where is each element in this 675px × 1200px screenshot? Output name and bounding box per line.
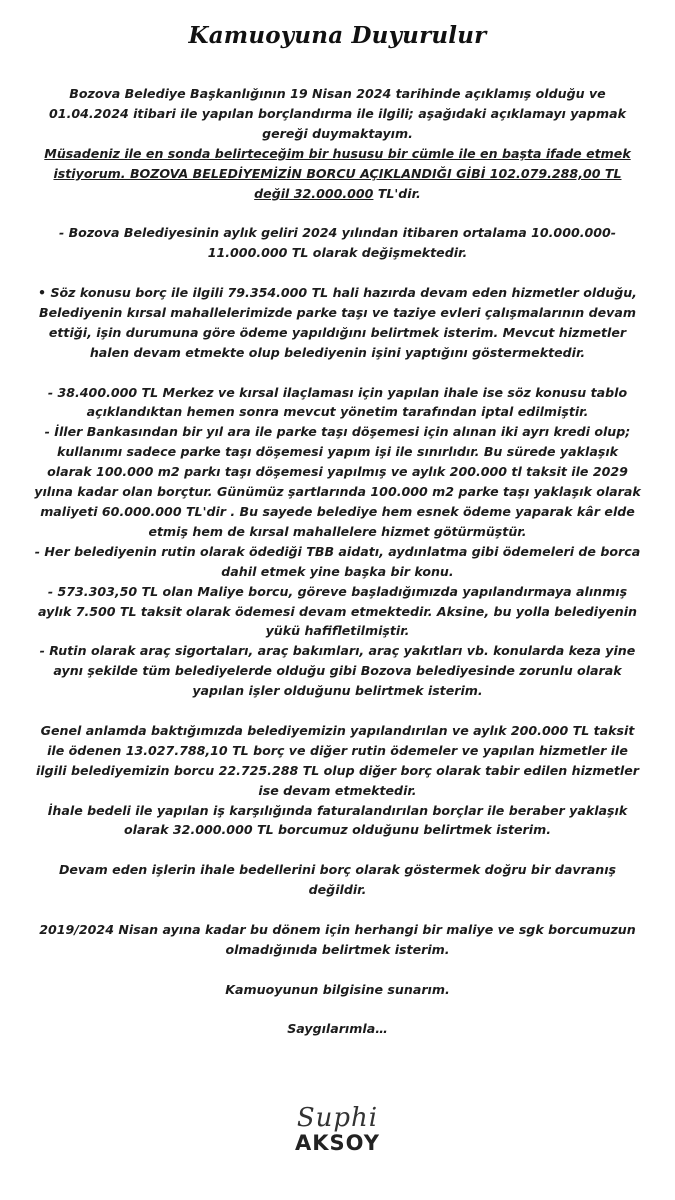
statement-tail: TL'dir. — [373, 185, 421, 201]
signature-script-name: Suphi — [296, 1103, 379, 1133]
debt-paragraph: • Söz konusu borç ile ilgili 79.354.000 TL hali hazırda devam eden hizmetler olduğu, Belediyenin kırsal mahallelerimizde parke taşı ve taziye evleri çalışmalarının devam ettiği, işin durumuna göre ödeme yapıldığını belirtmek isterim. Mevcut hizmetler halen devam etmekte olup belediyenin işini yaptığını göstermektedir. — [38, 285, 637, 360]
regards-line: Saygılarımla… — [287, 1021, 388, 1037]
sgk-paragraph: 2019/2024 Nisan ayına kadar bu dönem için herhangi bir maliye ve sgk borcumuzun olmadığınıda belirtmek isterim. — [39, 921, 636, 957]
general-paragraph: Genel anlamda baktığımızda belediyemizin yapılandırılan ve aylık 200.000 TL taksit ile ödenen 13.027.788,10 TL borç ve diğer rutin ödemeler ve yapılan hizmetler ile ilgili belediyemizin borcu 22.725.288 TL olup diğer borç olarak tabir edilen hizmetler ise devam etmektedir. — [35, 722, 640, 798]
list-item: - Her belediyenin rutin olarak ödediği TBB aidatı, aydınlatma gibi ödemeleri de borca dahil etmek yine başka bir konu. — [34, 543, 641, 579]
income-paragraph: - Bozova Belediyesinin aylık geliri 2024 yılından itibaren ortalama 10.000.000-11.000.000 TL olarak değişmektedir. — [58, 225, 617, 261]
underlined-statement: Müsadeniz ile en sonda belirteceğim bir hususu bir cümle ile en başta ifade etmek istiyorum. BOZOVA BELEDİYEMİZİN BORCU AÇIKLANDIĞI GİBİ 102.079.288,00 TL değil 32.000.000 — [44, 145, 631, 201]
document-title: Kamuoyuna Duyurulur — [188, 22, 487, 49]
list-item: - İller Bankasından bir yıl ara ile parke taşı döşemesi için alınan iki ayrı kredi olup; kullanımı sadece parke taşı döşemesi yapım işi ile sınırlıdır. Bu sürede yaklaşık olarak 100.000 m2 parkı taşı döşemesi yapılmış ve aylık 200.000 tl taksit ile 2029 yılına kadar olan borçtur. Günümüz şartlarında 100.000 m2 parke taşı yaklaşık olarak maliyeti 60.000.000 TL'dir . Bu sayede belediye hem esnek ödeme yaparak kâr elde etmiş hem de kırsal mahallelere hizmet götürmüştür. — [34, 424, 641, 539]
tender-paragraph: İhale bedeli ile yapılan iş karşılığında faturalandırılan borçlar ile beraber yaklaşık olarak 32.000.000 TL borcumuz olduğunu belirtmek isterim. — [47, 802, 628, 838]
list-item: - 38.400.000 TL Merkez ve kırsal ilaçlaması için yapılan ihale ise söz konusu tablo açıklandıktan hemen sonra mevcut yönetim tarafından iptal edilmiştir. — [47, 384, 628, 420]
intro-emphasis-paragraph — [34, 144, 641, 204]
list-item: - Rutin olarak araç sigortaları, araç bakımları, araç yakıtları vb. konularda keza yine aynı şekilde tüm belediyelerde olduğu gibi Bozova belediyesinde zorunlu olarak yapılan işler olduğunu belirtmek isterim. — [39, 643, 636, 699]
document-body — [34, 84, 641, 1039]
closing-line: Kamuoyunun bilgisine sunarım. — [225, 981, 450, 997]
wrong-practice-paragraph: Devam eden işlerin ihale bedellerini borç olarak göstermek doğru bir davranış değildir. — [58, 862, 617, 898]
signature — [0, 1104, 675, 1154]
intro-paragraph: Bozova Belediye Başkanlığının 19 Nisan 2024 tarihinde açıklamış olduğu ve 01.04.2024 itibari ile yapılan borçlandırma ile ilgili; aşağıdaki açıklamayı yapmak gereği duymaktayım. — [49, 86, 626, 141]
list-item: - 573.303,50 TL olan Maliye borcu, göreve başladığımızda yapılandırmaya alınmış aylık 7.500 TL taksit olarak ödemesi devam etmektedir. Aksine, bu yolla belediyenin yükü hafifletilmiştir. — [38, 583, 637, 639]
signature-surname: AKSOY — [295, 1131, 380, 1155]
